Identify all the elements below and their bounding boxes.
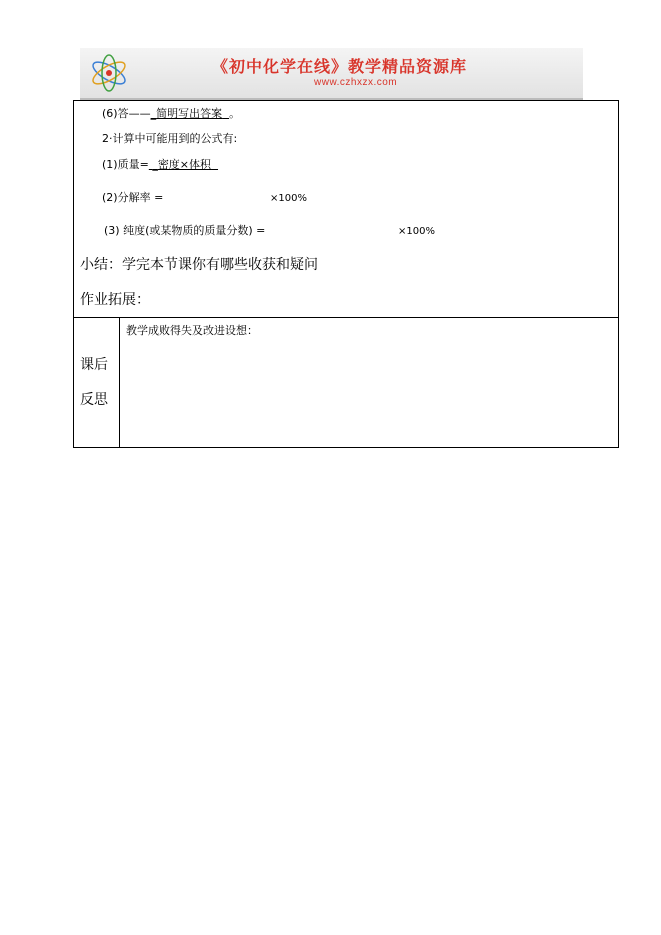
banner-title: 《初中化学在线》教学精品资源库	[212, 57, 468, 76]
homework-line: 作业拓展：	[80, 292, 150, 308]
column-divider	[119, 317, 120, 447]
answer-step-line: (6)答——_简明写出答案 。	[102, 107, 241, 120]
header-banner	[80, 48, 583, 100]
formula-intro: 2·计算中可能用到的公式有:	[102, 132, 238, 145]
answer-step-text: 简明写出答案	[156, 107, 223, 120]
reflection-label-1: 课后	[80, 357, 108, 373]
decomposition-rate-label: (2)分解率 =	[102, 191, 164, 204]
banner-url: www.czhxzx.com	[314, 77, 398, 88]
purity-factor: ×100%	[398, 226, 435, 237]
purity-label: (3) 纯度(或某物质的质量分数) =	[104, 224, 266, 237]
atom-logo-icon	[86, 52, 132, 94]
mass-formula-line: (1)质量= _密度×体积	[102, 158, 212, 171]
summary-line: 小结：学完本节课你有哪些收获和疑问	[80, 257, 318, 273]
decomposition-rate-factor: ×100%	[270, 193, 307, 204]
mass-formula-text: 密度×体积	[157, 158, 212, 171]
table-divider	[74, 317, 618, 318]
reflection-label-2: 反思	[80, 392, 108, 408]
reflection-prompt: 教学成败得失及改进设想：	[126, 324, 258, 337]
lesson-table	[73, 100, 619, 448]
